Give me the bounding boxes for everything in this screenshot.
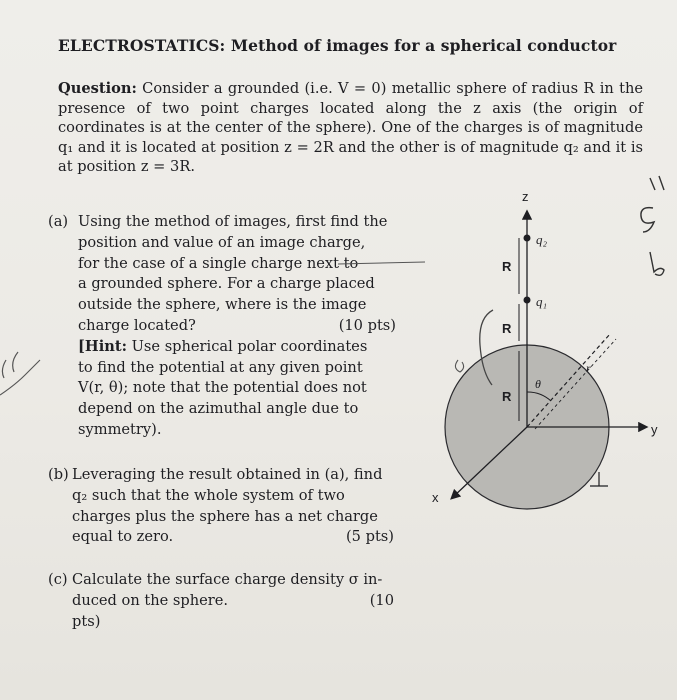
- segment-label-r: R: [502, 259, 512, 274]
- part-b-body: [72, 465, 394, 548]
- part-a-hint-text: V(r, θ); note that the potential does not: [78, 379, 367, 397]
- part-c-points: (10: [369, 591, 394, 609]
- page-title: ELECTROSTATICS: Method of images for a spherical conductor: [58, 36, 617, 55]
- part-a-hint-text: to find the potential at any given point: [78, 358, 363, 376]
- theta-label: θ: [535, 377, 541, 391]
- part-b-points-row: [72, 527, 394, 548]
- q1-label: q₁: [536, 294, 548, 309]
- r-label: r: [586, 361, 591, 375]
- part-c-line: Calculate the surface charge density σ in-: [72, 571, 383, 588]
- charge-q2-dot: [524, 235, 531, 242]
- part-c-last-text: duced on the sphere.: [72, 591, 229, 609]
- part-a-label: (a): [48, 213, 69, 230]
- segment-label-r: R: [502, 389, 512, 404]
- y-axis-label: y: [651, 422, 658, 437]
- part-a-points: (10 pts): [338, 316, 396, 334]
- part-b-points: (5 pts): [345, 528, 394, 546]
- part-a-hint-text: depend on the azimuthal angle due to: [78, 400, 359, 418]
- part-b-label: (b): [48, 466, 69, 483]
- part-a-line: outside the sphere, where is the image: [78, 296, 367, 314]
- part-b-line: Leveraging the result obtained in (a), find: [72, 466, 383, 483]
- question-paragraph: [58, 79, 643, 177]
- part-b-line: q₂ such that the whole system of two: [72, 486, 345, 504]
- part-c-wrap: pts): [72, 612, 101, 630]
- part-a-line: a grounded sphere. For a charge placed: [78, 275, 375, 293]
- part-c-body: [72, 570, 394, 632]
- part-b-line: charges plus the sphere has a net charge: [72, 507, 378, 525]
- part-b-last-text: equal to zero.: [72, 528, 174, 546]
- part-a-line: for the case of a single charge next to: [78, 254, 359, 272]
- part-a-points-row: [78, 316, 396, 337]
- segment-label-r: R: [502, 321, 512, 336]
- z-axis-label: z: [522, 189, 529, 204]
- part-a-line: Using the method of images, first find the: [78, 213, 388, 230]
- question-text: Consider a grounded (i.e. V = 0) metallic sphere of radius R in the presence of two point charges located along the z axis (the origin of coordinates is at the center of the sphere). One of the charges is of magnitude q₁ and it is located at position z = 2R and the other is of magnitude q₂ and it is at position z = 3R.: [58, 80, 643, 176]
- part-a-hint-text: symmetry).: [78, 420, 162, 438]
- part-c-points-row: [72, 591, 394, 612]
- part-a-hint-line: [78, 337, 396, 358]
- question-lead: Question:: [58, 80, 137, 97]
- hint-first: Use spherical polar coordinates: [131, 337, 368, 355]
- sphere-diagram: [410, 176, 677, 516]
- hint-label: [Hint:: [78, 337, 127, 355]
- part-a-line: position and value of an image charge,: [78, 233, 366, 251]
- q2-label: q₂: [536, 232, 548, 247]
- part-a-last-text: charge located?: [78, 316, 196, 334]
- part-c-label: (c): [48, 571, 68, 588]
- part-a-body: [78, 212, 396, 441]
- x-axis-label: x: [432, 490, 439, 505]
- charge-q1-dot: [524, 297, 531, 304]
